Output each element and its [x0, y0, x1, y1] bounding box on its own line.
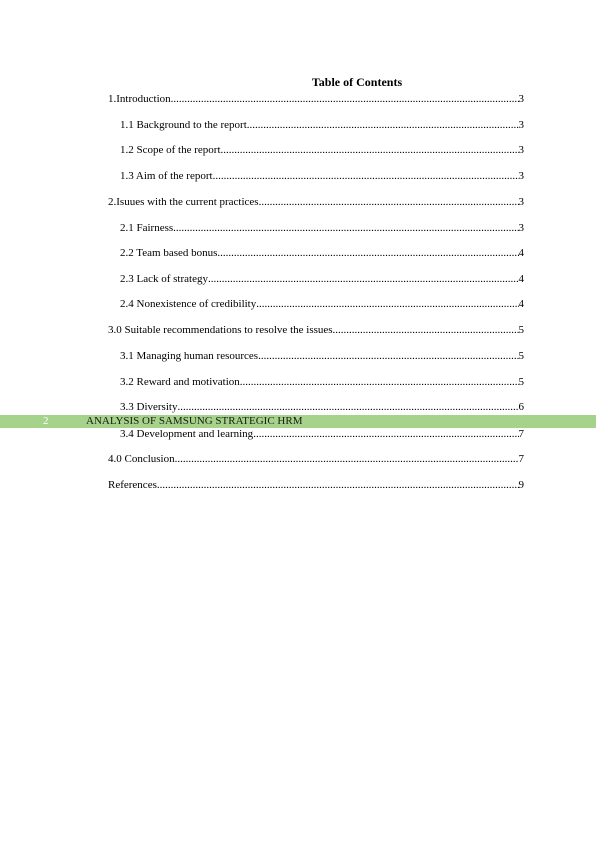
toc-entry-page: 3 — [518, 144, 524, 156]
toc-entry-page: 7 — [518, 453, 524, 465]
toc-entry-page: 5 — [518, 324, 524, 336]
toc-leader-dots — [259, 196, 519, 208]
toc-leader-dots — [208, 273, 519, 285]
toc-entry-text: References — [108, 479, 157, 491]
toc-entry[interactable] — [120, 350, 524, 362]
toc-entry-page: 4 — [518, 273, 524, 285]
toc-leader-dots — [221, 144, 519, 156]
toc-entry-page: 4 — [518, 298, 524, 310]
toc-entry-page: 5 — [518, 350, 524, 362]
toc-entry-page: 9 — [518, 479, 524, 491]
toc-entry[interactable] — [108, 324, 524, 336]
toc-entry-text: 2.2 Team based bonus — [120, 247, 218, 259]
toc-entry[interactable] — [108, 453, 524, 465]
toc-leader-dots — [258, 350, 518, 362]
toc-entry[interactable] — [120, 170, 524, 182]
toc-leader-dots — [213, 170, 519, 182]
toc-entry-text: 1.3 Aim of the report — [120, 170, 213, 182]
toc-entry-text: 3.1 Managing human resources — [120, 350, 259, 362]
toc-entry-text: 4.0 Conclusion — [108, 453, 175, 465]
toc-entry[interactable] — [120, 298, 524, 310]
toc-leader-dots — [177, 401, 518, 413]
toc-entry[interactable] — [120, 273, 524, 285]
toc-entry-text: 2.Isuues with the current practices — [108, 196, 259, 208]
toc-entry-text: 3.4 Development and learning — [120, 428, 254, 440]
toc-title: Table of Contents — [311, 75, 403, 89]
toc-entry-text: 2.1 Fairness — [120, 222, 174, 234]
toc-entry-page: 6 — [518, 401, 524, 413]
toc-leader-dots — [173, 222, 518, 234]
toc-entry[interactable] — [108, 93, 524, 105]
toc-entry-page: 3 — [518, 196, 524, 208]
toc-entry-page: 3 — [518, 93, 524, 105]
toc-entry[interactable] — [120, 376, 524, 388]
toc-leader-dots — [240, 376, 519, 388]
toc-entry-text: 3.3 Diversity — [120, 401, 178, 413]
toc-leader-dots — [247, 119, 519, 131]
toc-entry-text: 1.1 Background to the report — [120, 119, 247, 131]
toc-entry-text: 2.4 Nonexistence of credibility — [120, 298, 257, 310]
toc-entry-page: 3 — [518, 170, 524, 182]
running-header-band — [0, 415, 596, 428]
toc-entry-text: 3.0 Suitable recommendations to resolve the issues — [108, 324, 333, 336]
toc-leader-dots — [157, 479, 519, 491]
toc-entry[interactable] — [120, 401, 524, 413]
toc-entry[interactable] — [108, 196, 524, 208]
toc-entry[interactable] — [120, 247, 524, 259]
toc-entry[interactable] — [120, 222, 524, 234]
running-header-title: ANALYSIS OF SAMSUNG STRATEGIC HRM — [86, 415, 303, 427]
toc-leader-dots — [256, 298, 518, 310]
toc-leader-dots — [217, 247, 518, 259]
toc-entry-page: 5 — [518, 376, 524, 388]
toc-entry-page: 3 — [518, 222, 524, 234]
toc-entry[interactable] — [108, 479, 524, 491]
toc-entry-text: 1.2 Scope of the report — [120, 144, 221, 156]
toc-entry-page: 7 — [518, 428, 524, 440]
toc-entry-text: 3.2 Reward and motivation — [120, 376, 240, 388]
toc-leader-dots — [333, 324, 519, 336]
toc-leader-dots — [171, 93, 519, 105]
page-number: 2 — [43, 415, 49, 427]
toc-entry-page: 4 — [518, 247, 524, 259]
toc-entry-page: 3 — [518, 119, 524, 131]
toc-entry-text: 2.3 Lack of strategy — [120, 273, 208, 285]
toc-entry[interactable] — [120, 428, 524, 440]
toc-entry[interactable] — [120, 144, 524, 156]
toc-leader-dots — [253, 428, 518, 440]
toc-leader-dots — [175, 453, 519, 465]
toc-entry[interactable] — [120, 119, 524, 131]
toc-entry-text: 1.Introduction — [108, 93, 171, 105]
